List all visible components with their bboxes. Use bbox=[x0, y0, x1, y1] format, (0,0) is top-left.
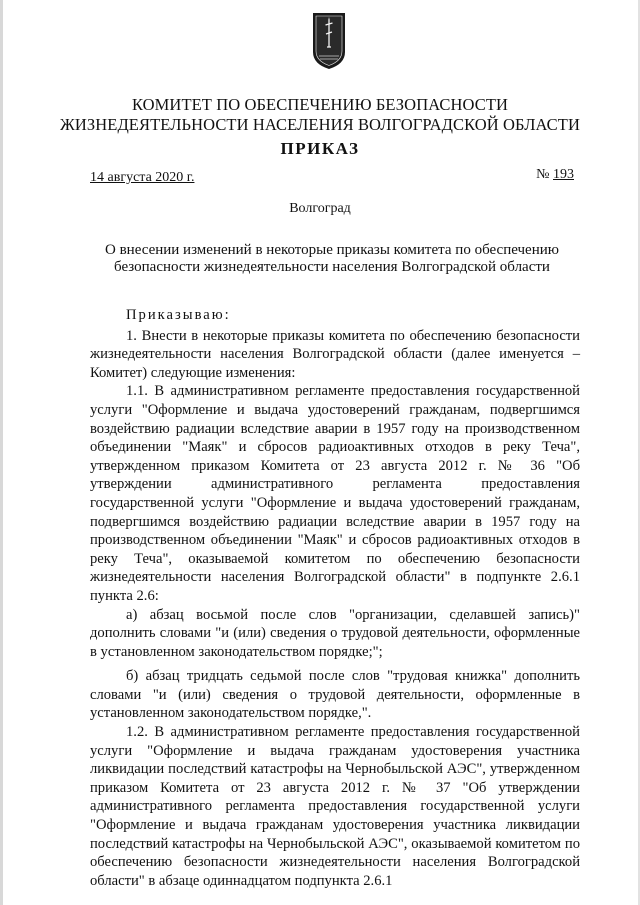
order-date: 14 августа 2020 г. bbox=[90, 170, 195, 185]
order-number bbox=[536, 167, 574, 183]
organization-name-line-1: КОМИТЕТ ПО ОБЕСПЕЧЕНИЮ БЕЗОПАСНОСТИ bbox=[131, 95, 509, 114]
order-number-prefix: № bbox=[536, 167, 553, 182]
paragraph-1: 1. Внести в некоторые приказы комитета по обеспечению безопасности жизнедеятельности населения Волгоградской области (далее именуется – Комитет) следующие изменения: bbox=[90, 327, 580, 381]
city-name: Волгоград bbox=[289, 201, 351, 216]
scan-edge-left bbox=[0, 0, 3, 905]
order-number-value: 193 bbox=[553, 167, 574, 182]
paragraph-a: а) абзац восьмой после слов "организации, сделавшей запись)" дополнить словами "и (или) сведения о трудовой деятельности, оформленные в установленном законодательством порядке;"; bbox=[90, 606, 580, 660]
order-subject: О внесении изменений в некоторые приказы комитета по обеспечению безопасности жизнедеятельности населения Волгоградской области bbox=[105, 242, 559, 275]
coat-of-arms-icon bbox=[312, 12, 346, 70]
paragraph-b: б) абзац тридцать седьмой после слов "трудовая книжка" дополнить словами "и (или) сведения о трудовой деятельности, оформленные в установленном законодательством порядке,". bbox=[90, 668, 580, 722]
order-body bbox=[90, 306, 580, 890]
paragraph-1-2: 1.2. В административном регламенте предоставления государственной услуги "Оформление и выдача гражданам удостоверения участника ликвидации последствий катастрофы на Чернобыльской АЭС", утвержденном приказом Комитета от 23 августа 2012 г. № 37 "Об утверждении административного регламента предоставления государственной услуги "Оформление и выдача гражданам удостоверения участника ликвидации последствий катастрофы на Чернобыльской АЭС", оказываемой комитетом по обеспечению безопасности жизнедеятельности населения Волгоградской области" в абзаце одиннадцатом подпункта 2.6.1 bbox=[90, 724, 580, 889]
paragraph-1-1: 1.1. В административном регламенте предоставления государственной услуги "Оформление и выдача удостоверений гражданам, подвергшимся воздействию радиации вследствие аварии в 1957 году на производственном объединении "Маяк" и сбросов радиоактивных отходов в реку Теча", утвержденном приказом Комитета от 23 августа 2012 г. № 36 "Об утверждении административного регламента предоставления государственной услуги "Оформление и выдача удостоверений гражданам, подвергшимся воздействию радиации вследствие аварии в 1957 году на производственном объединении "Маяк" и сбросов радиоактивных отходов в реку Теча", оказываемой комитетом по обеспечению безопасности жизнедеятельности населения Волгоградской области" в подпункте 2.6.1 пункта 2.6: bbox=[90, 383, 580, 604]
order-intro: Приказываю: bbox=[126, 307, 231, 323]
document-title: ПРИКАЗ bbox=[280, 139, 360, 158]
organization-name-line-2: ЖИЗНЕДЕЯТЕЛЬНОСТИ НАСЕЛЕНИЯ ВОЛГОГРАДСКОЙ ОБЛАСТИ bbox=[59, 115, 580, 134]
